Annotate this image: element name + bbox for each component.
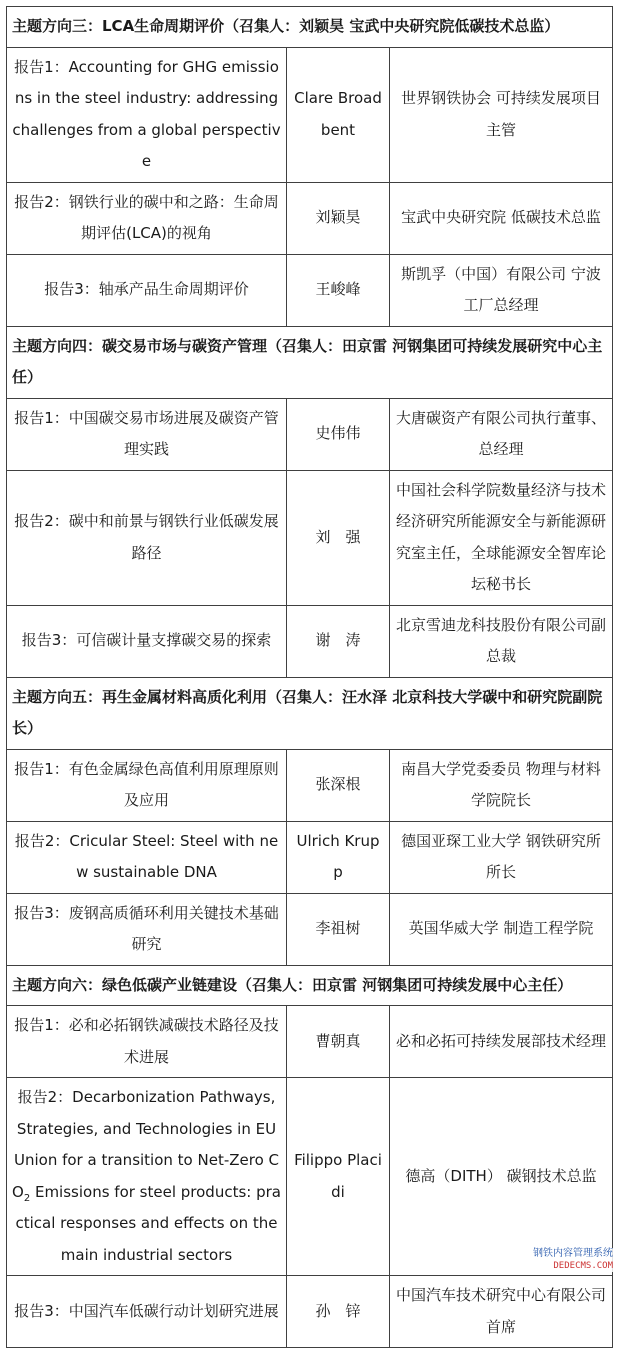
theme-heading: 主题方向五：再生金属材料高质化利用（召集人：汪水泽 北京科技大学碳中和研究院副院长） xyxy=(7,677,613,749)
speaker-affiliation: 必和必拓可持续发展部技术经理 xyxy=(390,1006,613,1078)
speaker-name: Clare Broadbent xyxy=(287,47,390,182)
report-title: 报告1：中国碳交易市场进展及碳资产管理实践 xyxy=(7,398,287,470)
theme-row xyxy=(7,326,613,398)
speaker-affiliation: 世界钢铁协会 可持续发展项目主管 xyxy=(390,47,613,182)
theme-heading: 主题方向三：LCA生命周期评价（召集人：刘颖昊 宝武中央研究院低碳技术总监） xyxy=(7,7,613,48)
report-row xyxy=(7,398,613,470)
speaker-affiliation: 宝武中央研究院 低碳技术总监 xyxy=(390,182,613,254)
speaker-affiliation: 德高（DITH） 碳钢技术总监 xyxy=(390,1078,613,1276)
speaker-affiliation: 中国汽车技术研究中心有限公司首席 xyxy=(390,1276,613,1348)
report-row xyxy=(7,1078,613,1276)
speaker-name: 史伟伟 xyxy=(287,398,390,470)
speaker-name: 刘颖昊 xyxy=(287,182,390,254)
report-title: 报告1：Accounting for GHG emissions in the steel industry: addressing challenges from a global perspective xyxy=(7,47,287,182)
speaker-name: Filippo Placidi xyxy=(287,1078,390,1276)
report-title-part: 报告2：Decarbonization Pathways, Strategies, and Technologies in EU Union for a transition to Net-Zero CO xyxy=(12,1088,280,1201)
report-row xyxy=(7,1006,613,1078)
speaker-name: 刘 强 xyxy=(287,470,390,605)
report-row xyxy=(7,1276,613,1348)
speaker-affiliation: 斯凯孚（中国）有限公司 宁波工厂总经理 xyxy=(390,254,613,326)
speaker-name: 孙 锌 xyxy=(287,1276,390,1348)
speaker-affiliation: 中国社会科学院数量经济与技术经济研究所能源安全与新能源研究室主任，全球能源安全智库论坛秘书长 xyxy=(390,470,613,605)
speaker-name: 李祖树 xyxy=(287,893,390,965)
report-title-part: Emissions for steel products: practical responses and effects on the main industrial sectors xyxy=(15,1182,281,1264)
speaker-name: 王峻峰 xyxy=(287,254,390,326)
report-title: 报告2：Cricular Steel: Steel with new sustainable DNA xyxy=(7,821,287,893)
speaker-name: 张深根 xyxy=(287,749,390,821)
watermark-text: 钢铁内容管理系统 xyxy=(533,1248,613,1259)
report-row xyxy=(7,605,613,677)
report-row xyxy=(7,893,613,965)
speaker-affiliation: 北京雪迪龙科技股份有限公司副总裁 xyxy=(390,605,613,677)
watermark-url: DEDECMS.COM xyxy=(553,1261,613,1271)
report-row xyxy=(7,821,613,893)
report-title: 报告3：可信碳计量支撑碳交易的探索 xyxy=(7,605,287,677)
report-row xyxy=(7,749,613,821)
report-title: 报告1：有色金属绿色高值利用原理原则及应用 xyxy=(7,749,287,821)
watermark-logo xyxy=(463,1248,613,1272)
subscript-text: 2 xyxy=(23,1192,31,1204)
theme-row xyxy=(7,677,613,749)
report-title: 报告1：必和必拓钢铁减碳技术路径及技术进展 xyxy=(7,1006,287,1078)
report-title: 报告2：钢铁行业的碳中和之路：生命周期评估(LCA)的视角 xyxy=(7,182,287,254)
schedule-table xyxy=(6,6,613,1348)
theme-row xyxy=(7,7,613,48)
speaker-affiliation: 大唐碳资产有限公司执行董事、总经理 xyxy=(390,398,613,470)
speaker-name: 谢 涛 xyxy=(287,605,390,677)
report-row xyxy=(7,47,613,182)
speaker-affiliation: 德国亚琛工业大学 钢铁研究所所长 xyxy=(390,821,613,893)
theme-row xyxy=(7,965,613,1006)
theme-heading: 主题方向四：碳交易市场与碳资产管理（召集人：田京雷 河钢集团可持续发展研究中心主任） xyxy=(7,326,613,398)
report-title: 报告3：中国汽车低碳行动计划研究进展 xyxy=(7,1276,287,1348)
report-title: 报告3：废钢高质循环利用关键技术基础研究 xyxy=(7,893,287,965)
report-title xyxy=(7,1078,287,1276)
speaker-affiliation: 英国华威大学 制造工程学院 xyxy=(390,893,613,965)
report-row xyxy=(7,254,613,326)
report-row xyxy=(7,470,613,605)
report-row xyxy=(7,182,613,254)
speaker-affiliation: 南昌大学党委委员 物理与材料学院院长 xyxy=(390,749,613,821)
speaker-name: Ulrich Krupp xyxy=(287,821,390,893)
speaker-name: 曹朝真 xyxy=(287,1006,390,1078)
report-title: 报告3：轴承产品生命周期评价 xyxy=(7,254,287,326)
theme-heading: 主题方向六：绿色低碳产业链建设（召集人：田京雷 河钢集团可持续发展中心主任） xyxy=(7,965,613,1006)
report-title: 报告2：碳中和前景与钢铁行业低碳发展路径 xyxy=(7,470,287,605)
